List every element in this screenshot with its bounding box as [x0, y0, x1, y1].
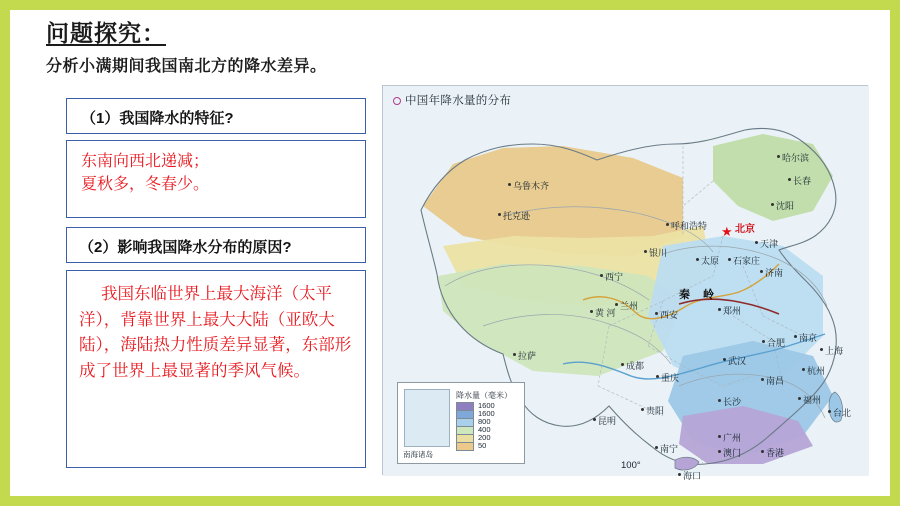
map-city-dot-icon	[615, 303, 618, 306]
legend-rows	[456, 402, 495, 450]
map-legend	[397, 382, 525, 464]
map-city-dot-icon	[593, 418, 596, 421]
map-city-dot-icon	[678, 473, 681, 476]
map-city-label: 香港	[766, 448, 785, 458]
map-city-dot-icon	[718, 399, 721, 402]
answer-1-text	[67, 141, 365, 196]
map-city-dot-icon	[718, 308, 721, 311]
map-city-label: 哈尔滨	[782, 153, 810, 163]
map-city-dot-icon	[820, 348, 823, 351]
map-city-dot-icon	[590, 310, 593, 313]
map-city-label: 澳门	[723, 448, 742, 458]
qinling-label: 秦 岭	[679, 289, 720, 301]
question-2-box	[66, 227, 366, 263]
map-city-label: 长春	[793, 176, 812, 186]
map-city-label: 合肥	[767, 338, 786, 348]
map-city-dot-icon	[794, 335, 797, 338]
legend-row	[456, 442, 495, 450]
map-city-dot-icon	[644, 250, 647, 253]
map-city-dot-icon	[760, 270, 763, 273]
map-title	[393, 92, 511, 108]
page-subtitle: 分析小满期间我国南北方的降水差异。	[46, 58, 327, 76]
china-precipitation-map	[382, 85, 868, 481]
map-city-label: 南昌	[766, 376, 785, 386]
map-city-dot-icon	[621, 363, 624, 366]
answer-2-box	[66, 270, 366, 468]
legend-value: 1600	[478, 401, 495, 410]
map-city-label: 乌鲁木齐	[513, 181, 550, 191]
map-city-label: 台北	[833, 408, 852, 418]
map-city-dot-icon	[513, 353, 516, 356]
map-city-label: 杭州	[807, 366, 826, 376]
answer-1-line-1: 东南向西北递减；	[81, 153, 210, 170]
map-city-label: 兰州	[620, 301, 639, 311]
map-city-dot-icon	[761, 450, 764, 453]
map-city-label: 沈阳	[776, 201, 795, 211]
title-block	[46, 20, 466, 76]
map-city-label: 北京	[735, 224, 755, 235]
map-city-label: 西宁	[605, 272, 624, 282]
map-city-label: 托克逊	[503, 211, 531, 221]
map-city-label: 拉萨	[518, 351, 537, 361]
longitude-label: 100°	[621, 460, 641, 471]
question-2-text: （2）影响我国降水分布的原因?	[79, 239, 292, 256]
map-city-dot-icon	[718, 435, 721, 438]
map-city-label: 上海	[825, 346, 844, 356]
map-city-label: 福州	[803, 395, 822, 405]
map-city-dot-icon	[755, 241, 758, 244]
map-city-label: 石家庄	[733, 256, 761, 266]
map-city-label: 银川	[649, 248, 668, 258]
map-city-label: 海口	[683, 471, 702, 481]
map-city-label: 广州	[723, 433, 742, 443]
map-city-dot-icon	[718, 450, 721, 453]
map-city-dot-icon	[656, 375, 659, 378]
map-city-dot-icon	[696, 258, 699, 261]
map-city-label: 西安	[660, 310, 679, 320]
map-city-dot-icon	[508, 183, 511, 186]
map-city-label: 郑州	[723, 306, 742, 316]
map-city-dot-icon	[828, 410, 831, 413]
map-city-dot-icon	[655, 312, 658, 315]
map-city-dot-icon	[723, 358, 726, 361]
map-city-label: 长沙	[723, 397, 742, 407]
legend-value: 1600	[478, 409, 495, 418]
answer-1-box	[66, 140, 366, 218]
question-1-box	[66, 98, 366, 134]
legend-value: 50	[478, 441, 487, 450]
legend-value: 400	[478, 425, 491, 434]
map-title-text: 中国年降水量的分布	[405, 95, 512, 107]
map-city-dot-icon	[788, 178, 791, 181]
map-city-label: 贵阳	[646, 406, 665, 416]
map-city-dot-icon	[777, 155, 780, 158]
map-city-label: 武汉	[728, 356, 747, 366]
question-1-text: （1）我国降水的特征?	[81, 110, 234, 127]
map-city-label: 南京	[799, 333, 818, 343]
answer-2-text: 我国东临世界上最大海洋（太平洋），背靠世界上最大大陆（亚欧大陆），海陆热力性质差异显著，东部形成了世界上最显著的季风气候。	[79, 284, 352, 380]
map-city-label: 呼和浩特	[671, 221, 708, 231]
legend-swatch	[456, 442, 474, 451]
map-city-dot-icon	[802, 368, 805, 371]
legend-value: 800	[478, 417, 491, 426]
legend-value: 200	[478, 433, 491, 442]
answer-1-line-2: 夏秋多，冬春少。	[81, 176, 210, 194]
map-city-dot-icon	[655, 446, 658, 449]
map-city-dot-icon	[666, 223, 669, 226]
map-city-dot-icon	[798, 397, 801, 400]
map-city-dot-icon	[761, 378, 764, 381]
south-sea-inset-map	[404, 389, 450, 447]
legend-title: 降水量（毫米）	[456, 391, 512, 400]
map-city-dot-icon	[762, 340, 765, 343]
map-city-dot-icon	[600, 274, 603, 277]
capital-star-icon: ★	[721, 224, 733, 239]
map-city-label: 天津	[760, 239, 779, 249]
map-city-label: 重庆	[661, 373, 680, 383]
page-title: 问题探究：	[46, 20, 166, 46]
south-sea-inset-label: 南海诸岛	[403, 450, 433, 459]
map-city-label: 成都	[626, 361, 645, 371]
map-city-label: 济南	[765, 268, 784, 278]
map-city-dot-icon	[728, 258, 731, 261]
map-city-label: 南宁	[660, 444, 679, 454]
map-city-dot-icon	[641, 408, 644, 411]
map-city-label: 黄 河	[595, 308, 616, 318]
bullet-icon	[393, 97, 401, 105]
map-city-dot-icon	[771, 203, 774, 206]
map-city-label: 昆明	[598, 416, 617, 426]
map-city-dot-icon	[498, 213, 501, 216]
map-city-label: 太原	[701, 256, 720, 266]
